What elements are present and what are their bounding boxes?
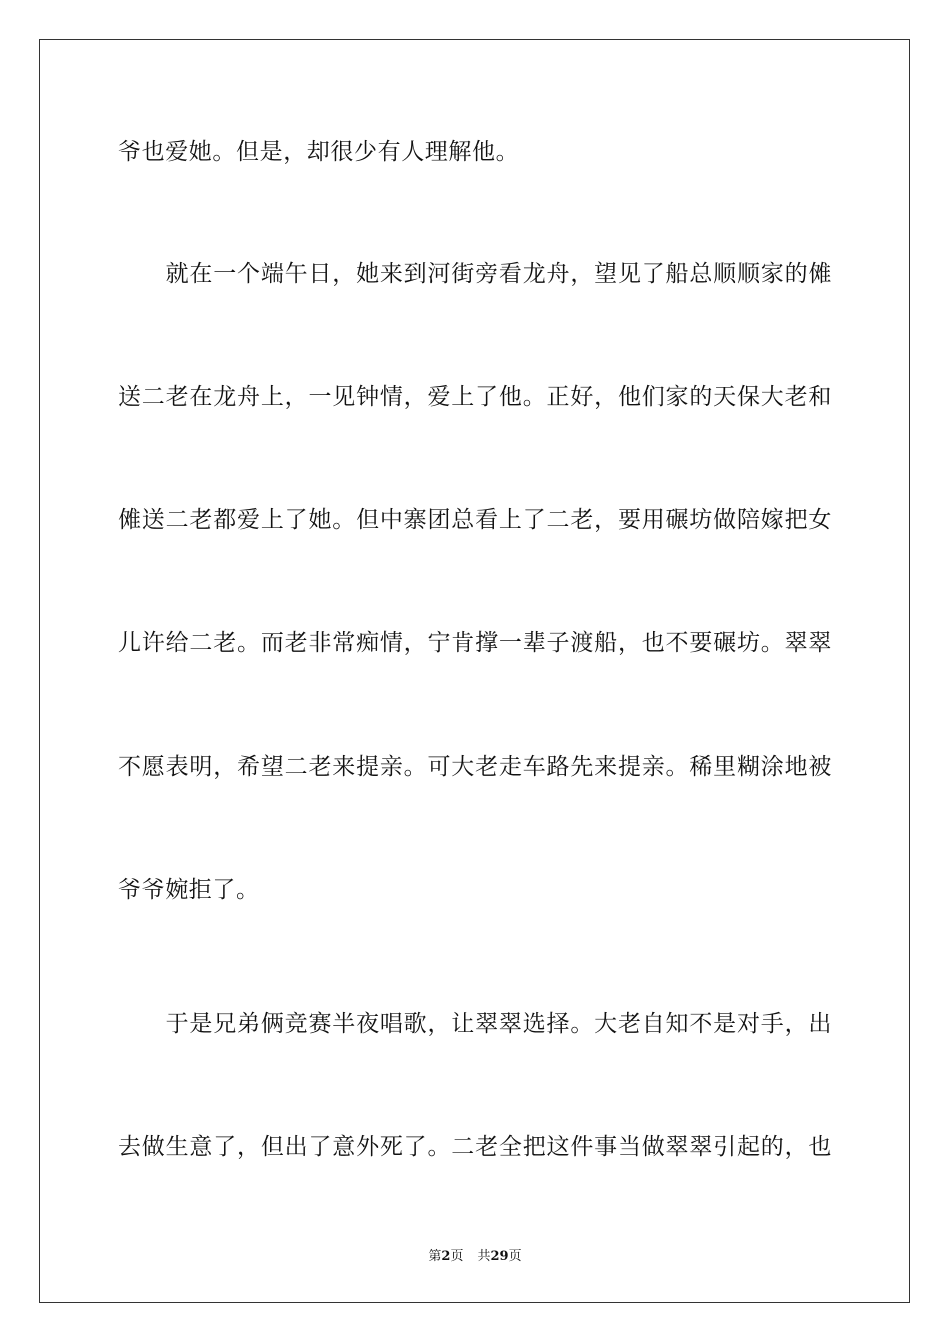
page-border xyxy=(39,39,910,1303)
text-line-7: 爷爷婉拒了。 xyxy=(118,877,260,903)
total-prefix: 共 xyxy=(477,1249,491,1264)
text-line-3: 送二老在龙舟上，一见钟情，爱上了他。正好，他们家的天保大老和 xyxy=(118,384,832,410)
text-line-6: 不愿表明，希望二老来提亲。可大老走车路先来提亲。稀里糊涂地被 xyxy=(118,754,832,780)
text-line-4: 傩送二老都爱上了她。但中寨团总看上了二老，要用碾坊做陪嫁把女 xyxy=(118,507,832,533)
text-line-1: 爷也爱她。但是，却很少有人理解他。 xyxy=(118,139,520,165)
text-line-5: 儿许给二老。而老非常痴情，宁肯撑一辈子渡船，也不要碾坊。翠翠 xyxy=(118,630,832,656)
page-number: 2 xyxy=(441,1249,451,1264)
page-prefix: 第 xyxy=(428,1249,442,1264)
page-footer xyxy=(0,1248,950,1266)
text-line-8: 于是兄弟俩竞赛半夜唱歌，让翠翠选择。大老自知不是对手，出 xyxy=(118,1011,832,1037)
text-line-9: 去做生意了，但出了意外死了。二老全把这件事当做翠翠引起的，也 xyxy=(118,1134,832,1160)
total-suffix: 页 xyxy=(508,1249,522,1264)
page-suffix: 页 xyxy=(450,1249,464,1264)
text-line-2: 就在一个端午日，她来到河街旁看龙舟，望见了船总顺顺家的傩 xyxy=(118,261,832,287)
total-pages: 29 xyxy=(490,1249,509,1264)
